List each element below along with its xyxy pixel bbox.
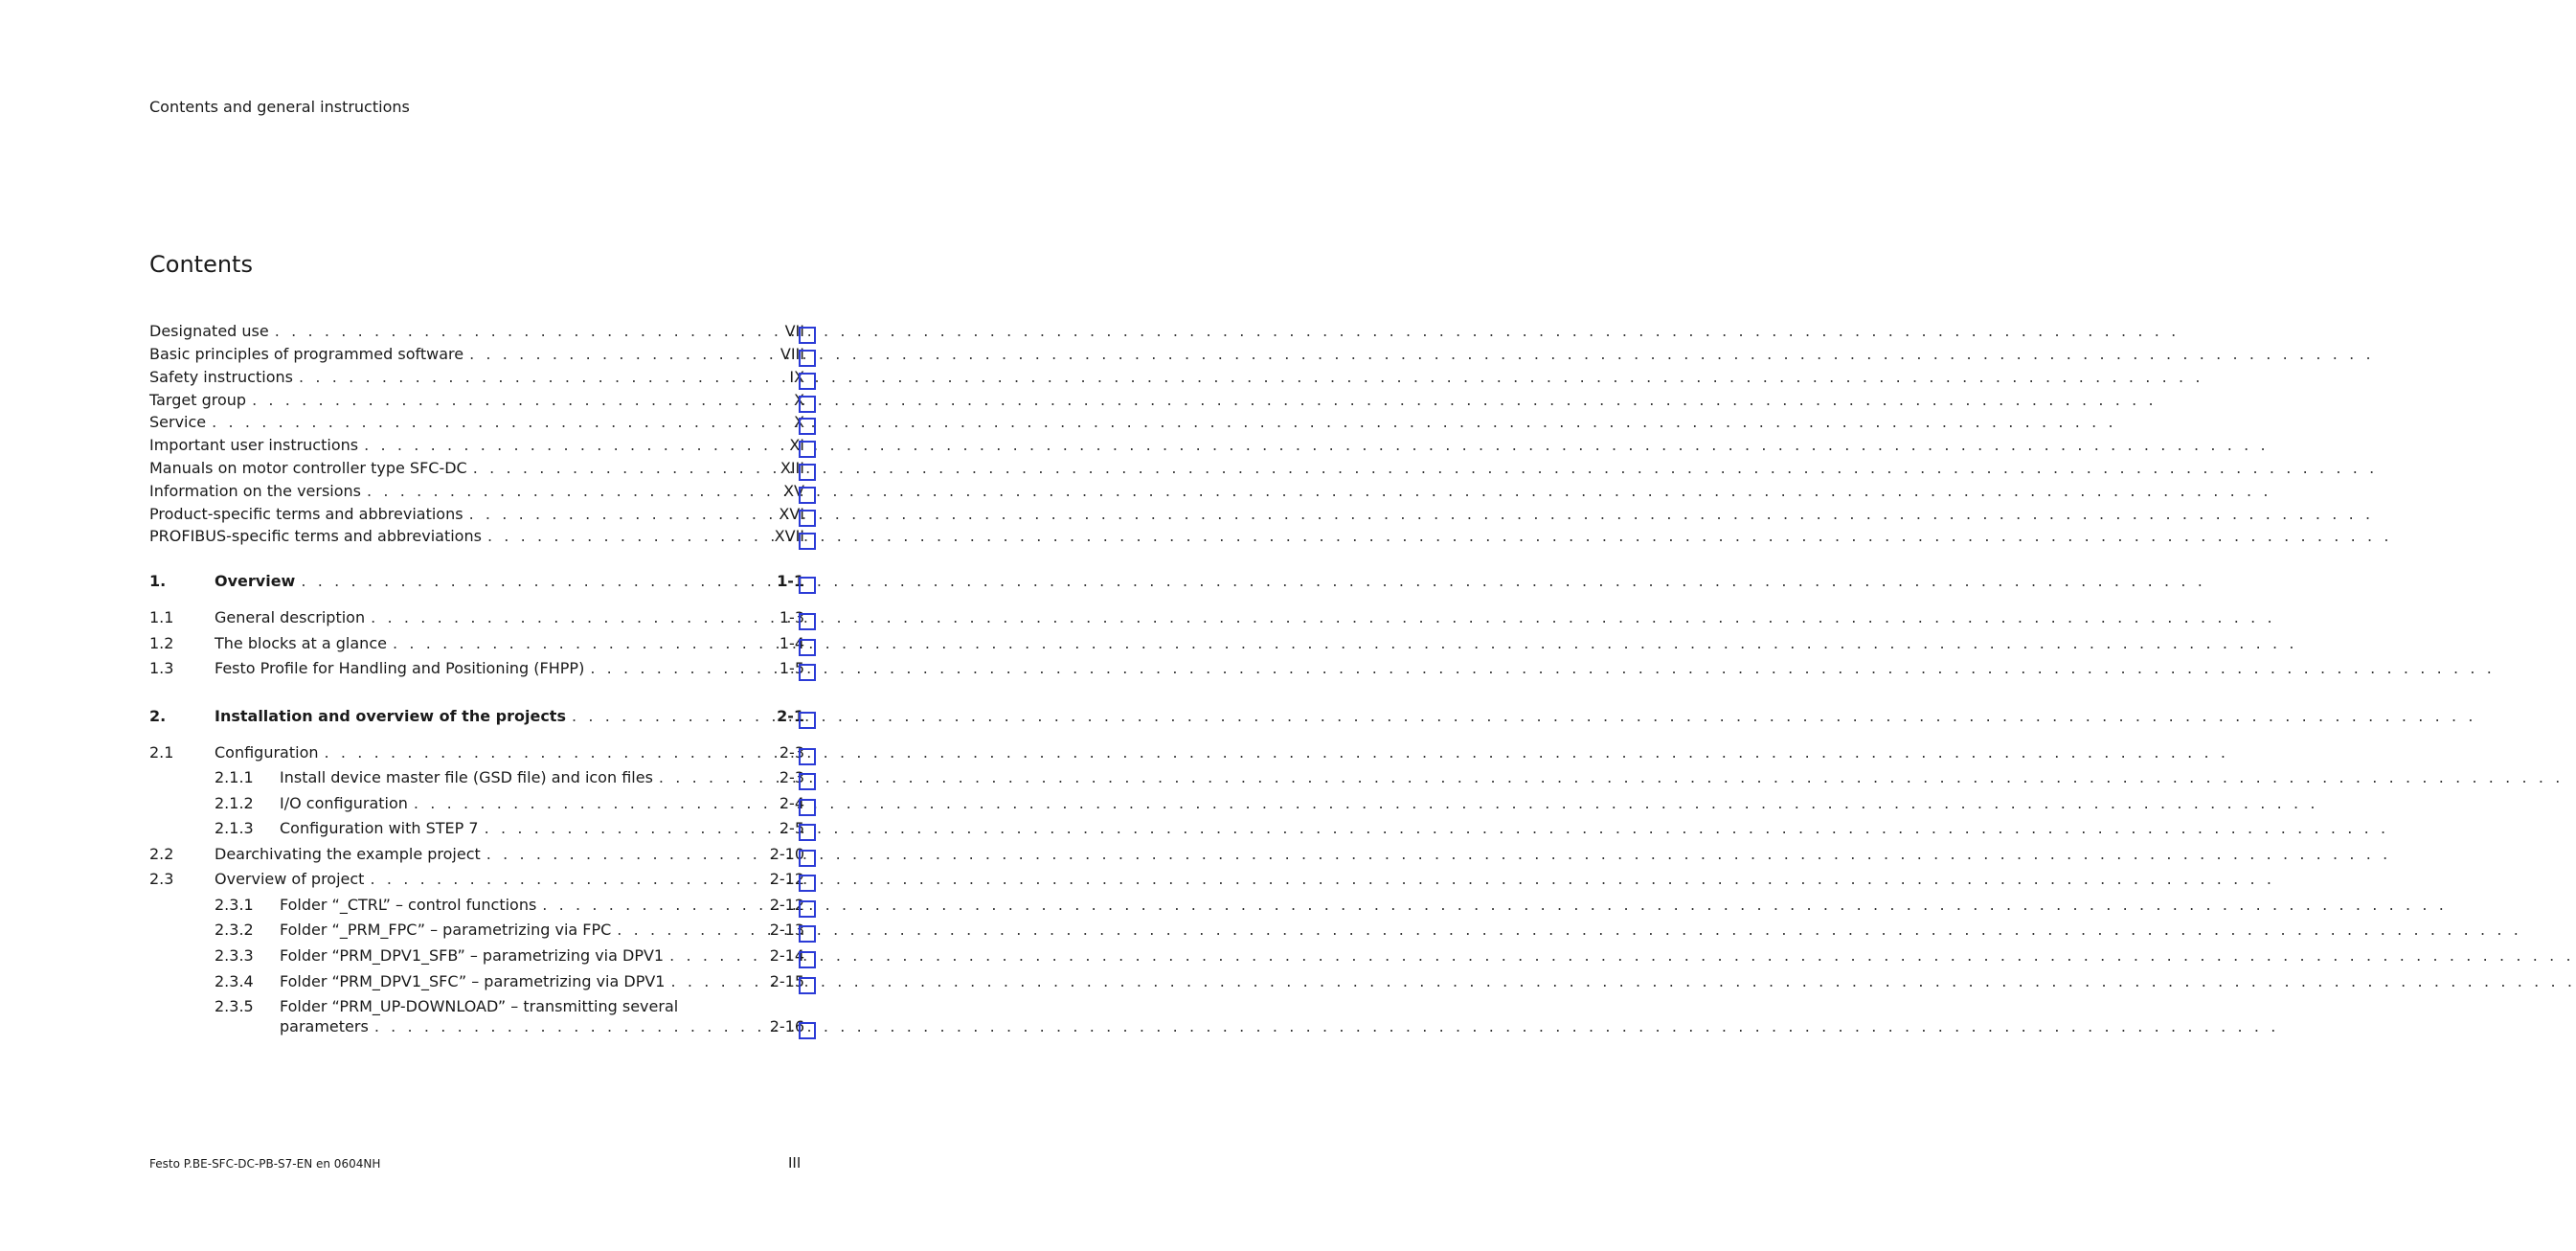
toc-entry-label: Manuals on motor controller type SFC-DC <box>149 459 467 477</box>
toc-entry-number: 2. <box>149 707 167 725</box>
toc-entry-page: 2-3 <box>779 743 804 762</box>
link-box-icon[interactable] <box>799 824 816 841</box>
toc-entry[interactable] <box>149 480 804 501</box>
toc-entry-number: 2.3.5 <box>215 997 254 1015</box>
toc-entry[interactable] <box>149 817 804 838</box>
toc-entry-label: Configuration with STEP 7 <box>280 819 479 837</box>
dot-leader <box>414 794 755 813</box>
dot-leader <box>487 527 755 546</box>
toc-entry-number: 2.1.1 <box>215 768 254 786</box>
toc-entry[interactable] <box>149 366 804 387</box>
toc-entry-page: XI <box>789 436 804 454</box>
dot-leader <box>367 482 755 501</box>
toc-entry-label: Safety instructions <box>149 368 293 386</box>
toc-entry[interactable] <box>149 411 804 432</box>
toc-entry-label: Folder “PRM_DPV1_SFC” – parametrizing via DPV1 <box>280 972 666 990</box>
running-header: Contents and general instructions <box>149 98 410 116</box>
toc-entry-page: 2-4 <box>779 794 804 812</box>
toc-entry[interactable] <box>149 741 804 762</box>
toc-entry-label: Folder “PRM_UP-DOWNLOAD” – transmitting several <box>280 997 679 1015</box>
toc-entry-continuation[interactable] <box>280 1015 804 1036</box>
dot-leader <box>374 1017 755 1036</box>
toc-entry-page: VIII <box>780 345 804 363</box>
toc-entry-page: XVI <box>779 505 804 523</box>
toc-entry-page: XV <box>783 482 804 500</box>
toc-entry[interactable] <box>149 320 804 341</box>
link-box-icon[interactable] <box>799 396 816 413</box>
link-box-icon[interactable] <box>799 977 816 994</box>
toc-chapter-2[interactable] <box>149 705 804 726</box>
link-box-icon[interactable] <box>799 418 816 435</box>
toc-entry-page: 2-1 <box>777 707 804 725</box>
toc-entry-number: 2.1 <box>149 743 174 762</box>
link-box-icon[interactable] <box>799 327 816 344</box>
dot-leader <box>473 459 755 478</box>
link-box-icon[interactable] <box>799 850 816 867</box>
toc-entry-page: 1-3 <box>779 608 804 626</box>
toc-entry[interactable] <box>149 503 804 524</box>
toc-entry[interactable] <box>149 657 804 678</box>
link-box-icon[interactable] <box>799 487 816 504</box>
toc-entry-page: 2-13 <box>769 921 804 939</box>
dot-leader <box>590 659 755 678</box>
link-box-icon[interactable] <box>799 464 816 481</box>
toc-entry-label: Install device master file (GSD file) and icon files <box>280 768 653 786</box>
toc-entry[interactable] <box>149 343 804 364</box>
table-of-contents <box>0 0 914 1251</box>
toc-entry[interactable] <box>149 944 804 966</box>
toc-entry-page: 1-5 <box>779 659 804 677</box>
toc-entry-page: 2-10 <box>769 845 804 863</box>
toc-entry-page: IX <box>789 368 804 386</box>
toc-entry[interactable] <box>149 632 804 653</box>
toc-entry-page: VII <box>784 322 804 340</box>
toc-entry-label: Target group <box>149 391 247 409</box>
page-title: Contents <box>149 251 253 278</box>
toc-entry-label: The blocks at a glance <box>215 634 387 652</box>
toc-entry[interactable] <box>149 843 804 864</box>
toc-entry[interactable] <box>149 919 804 940</box>
dot-leader <box>325 743 755 762</box>
toc-entry-page: 2-15 <box>769 972 804 990</box>
dot-leader <box>371 608 755 627</box>
toc-entry-page: 2-14 <box>769 946 804 965</box>
toc-entry-page: XIII <box>780 459 804 477</box>
toc-entry-number: 2.3.4 <box>215 972 254 990</box>
toc-entry-page: 2-5 <box>779 819 804 837</box>
toc-entry-number: 2.3.2 <box>215 921 254 939</box>
dot-leader <box>393 634 755 653</box>
dot-leader <box>486 845 755 864</box>
link-box-icon[interactable] <box>799 533 816 550</box>
toc-entry-label: Product-specific terms and abbreviations <box>149 505 463 523</box>
toc-entry-page: 2-12 <box>769 870 804 888</box>
toc-entry-label: Dearchivating the example project <box>215 845 481 863</box>
toc-entry-number: 1.1 <box>149 608 174 626</box>
link-box-icon[interactable] <box>799 875 816 892</box>
link-box-icon[interactable] <box>799 1022 816 1039</box>
toc-entry-label: parameters <box>280 1017 369 1035</box>
toc-entry-label: I/O configuration <box>280 794 408 812</box>
toc-entry-number: 2.3.3 <box>215 946 254 965</box>
toc-entry-page: X <box>794 413 804 431</box>
toc-entry-page: 2-12 <box>769 896 804 914</box>
toc-entry-number: 2.3.1 <box>215 896 254 914</box>
link-box-icon[interactable] <box>799 613 816 630</box>
link-box-icon[interactable] <box>799 900 816 918</box>
dot-leader <box>669 946 755 966</box>
footer-document-id: Festo P.BE-SFC-DC-PB-S7-EN en 0604NH <box>149 1157 381 1171</box>
dot-leader <box>617 921 755 940</box>
toc-entry-label: Folder “_CTRL” – control functions <box>280 896 537 914</box>
link-box-icon[interactable] <box>799 441 816 458</box>
link-box-icon[interactable] <box>799 925 816 943</box>
toc-entry-label: Folder “_PRM_FPC” – parametrizing via FPC <box>280 921 612 939</box>
toc-entry-label: Overview of project <box>215 870 365 888</box>
link-box-icon[interactable] <box>799 748 816 765</box>
dot-leader <box>659 768 755 787</box>
toc-entry-label: General description <box>215 608 366 626</box>
toc-entry-label: Service <box>149 413 207 431</box>
dot-leader <box>542 896 755 915</box>
link-box-icon[interactable] <box>799 510 816 527</box>
dot-leader <box>469 505 755 524</box>
toc-entry[interactable] <box>149 434 804 455</box>
toc-entry-number: 2.2 <box>149 845 174 863</box>
toc-entry-label: Configuration <box>215 743 319 762</box>
toc-entry[interactable] <box>149 457 804 478</box>
toc-entry-label: Important user instructions <box>149 436 359 454</box>
dot-leader <box>370 870 755 889</box>
toc-entry-label: Basic principles of programmed software <box>149 345 464 363</box>
toc-entry-label: Festo Profile for Handling and Positioning (FHPP) <box>215 659 585 677</box>
toc-entry[interactable] <box>149 868 804 889</box>
dot-leader <box>364 436 755 455</box>
toc-entry-number: 2.1.3 <box>215 819 254 837</box>
toc-entry-number: 1.3 <box>149 659 174 677</box>
link-box-icon[interactable] <box>799 577 816 594</box>
link-box-icon[interactable] <box>799 639 816 656</box>
toc-entry-page: X <box>794 391 804 409</box>
toc-entry-page: 1-1 <box>777 572 804 590</box>
dot-leader <box>301 572 755 591</box>
toc-entry-page: XVII <box>774 527 804 545</box>
link-box-icon[interactable] <box>799 951 816 968</box>
toc-chapter-1[interactable] <box>149 570 804 591</box>
link-box-icon[interactable] <box>799 712 816 729</box>
toc-entry[interactable] <box>149 766 804 787</box>
toc-entry-label: Information on the versions <box>149 482 361 500</box>
toc-entry[interactable] <box>149 970 804 991</box>
toc-entry-number: 2.3 <box>149 870 174 888</box>
toc-entry-page: 2-3 <box>779 768 804 786</box>
dot-leader <box>275 322 755 341</box>
toc-entry-number: 1. <box>149 572 167 590</box>
dot-leader <box>485 819 755 838</box>
link-box-icon[interactable] <box>799 350 816 367</box>
toc-entry[interactable] <box>149 995 804 1016</box>
toc-entry-label: Folder “PRM_DPV1_SFB” – parametrizing via DPV1 <box>280 946 665 965</box>
dot-leader <box>670 972 755 991</box>
dot-leader <box>252 391 755 410</box>
toc-entry-label: Overview <box>215 572 296 590</box>
dot-leader <box>212 413 755 432</box>
toc-entry-page: 2-16 <box>769 1017 804 1035</box>
toc-entry[interactable] <box>149 389 804 410</box>
link-box-icon[interactable] <box>799 373 816 390</box>
toc-entry-label: Installation and overview of the projects <box>215 707 566 725</box>
toc-entry[interactable] <box>149 792 804 813</box>
dot-leader <box>469 345 755 364</box>
toc-entry[interactable] <box>149 606 804 627</box>
link-box-icon[interactable] <box>799 799 816 816</box>
dot-leader <box>572 707 755 726</box>
toc-entry[interactable] <box>149 894 804 915</box>
link-box-icon[interactable] <box>799 773 816 790</box>
toc-entry-page: 1-4 <box>779 634 804 652</box>
dot-leader <box>299 368 755 387</box>
toc-entry[interactable] <box>149 525 804 546</box>
toc-entry-number: 1.2 <box>149 634 174 652</box>
toc-entry-label: Designated use <box>149 322 269 340</box>
footer-page-number: III <box>788 1154 802 1171</box>
link-box-icon[interactable] <box>799 664 816 681</box>
toc-entry-label: PROFIBUS-specific terms and abbreviations <box>149 527 482 545</box>
toc-entry-number: 2.1.2 <box>215 794 254 812</box>
